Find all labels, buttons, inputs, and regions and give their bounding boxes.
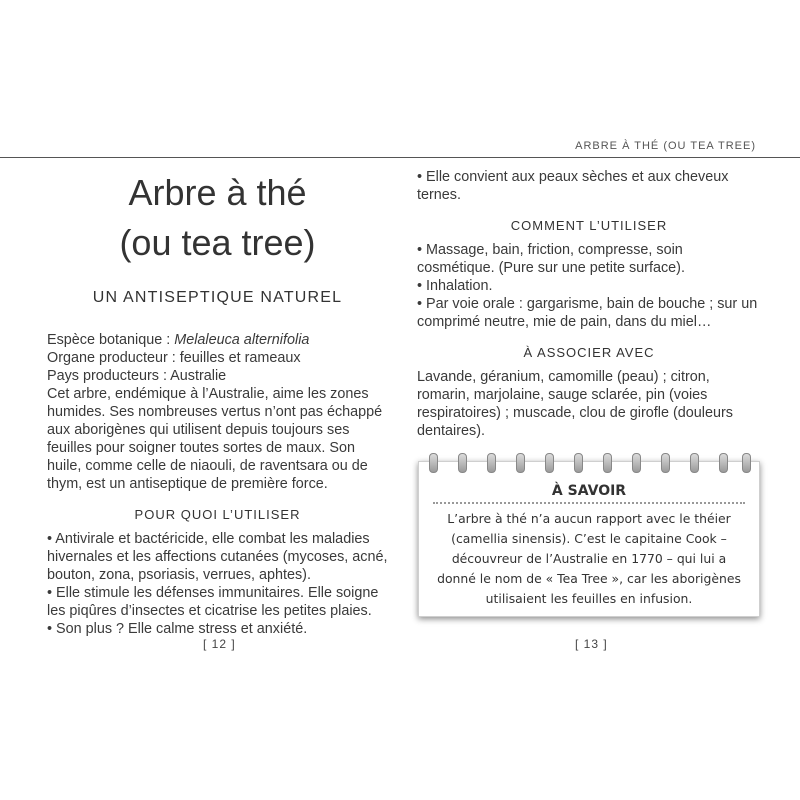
spiral-ring [458, 453, 467, 473]
page-number-left: [ 12 ] [203, 637, 236, 651]
list-item: • Son plus ? Elle calme stress et anxiété. [47, 621, 308, 637]
page-number-right: [ 13 ] [575, 637, 608, 651]
list-item: • Par voie orale : gargarisme, bain de bouche ; sur un comprimé neutre, mie de pain, dans du miel… [417, 296, 758, 330]
spiral-ring [516, 453, 525, 473]
spiral-ring [690, 453, 699, 473]
species-line [47, 331, 388, 349]
title-line-2: (ou tea tree) [119, 222, 316, 263]
note-title: À SAVOIR [551, 483, 627, 499]
running-header: ARBRE À THÉ (OU TEA TREE) [575, 140, 756, 152]
countries-line: Pays producteurs : Australie [47, 368, 227, 384]
spiral-ring [719, 453, 728, 473]
title-line-1: Arbre à thé [128, 172, 307, 213]
list-item: • Inhalation. [417, 278, 493, 294]
dotted-divider [433, 502, 745, 504]
spiral-ring [574, 453, 583, 473]
note-card [418, 461, 760, 617]
uses-list [47, 530, 388, 638]
species-label: Espèce botanique : [47, 332, 175, 348]
how-list [417, 241, 761, 331]
section-heading-associate: À ASSOCIER AVEC [523, 345, 655, 360]
spiral-ring [545, 453, 554, 473]
list-item: • Elle stimule les défenses immunitaires. Elle soigne les piqûres d’insectes et cicatrise les petites plaies. [47, 585, 379, 619]
spiral-binding [429, 453, 749, 473]
associate-paragraph: Lavande, géranium, camomille (peau) ; citron, romarin, marjolaine, sauge sclarée, pin (voies respiratoires) ; muscade, clou de girofle (douleurs dentaires). [417, 369, 733, 439]
header-rule [0, 157, 800, 158]
section-heading-uses: POUR QUOI L’UTILISER [134, 507, 301, 522]
spiral-ring [429, 453, 438, 473]
list-item: • Massage, bain, friction, compresse, soin cosmétique. (Pure sur une petite surface). [417, 242, 685, 276]
spiral-ring [603, 453, 612, 473]
left-page [47, 168, 388, 638]
spiral-ring [487, 453, 496, 473]
note-text: L’arbre à thé n’a aucun rapport avec le théier (camellia sinensis). C’est le capitaine Cook – découvreur de l’Australie en 1770 – qui lui a donné le nom de « Tea Tree », car les aborigènes utilisaient les feuilles en infusion. [437, 511, 741, 606]
organ-line: Organe producteur : feuilles et rameaux [47, 350, 301, 366]
section-heading-how: COMMENT L’UTILISER [510, 218, 668, 233]
spiral-ring [661, 453, 670, 473]
spiral-ring [632, 453, 641, 473]
right-page [417, 168, 761, 440]
spiral-ring [742, 453, 751, 473]
list-item: • Antivirale et bactéricide, elle combat les maladies hivernales et les affections cutanées (mycoses, acné, bouton, zona, psoriasis, verrues, aphtes). [47, 531, 388, 583]
description-paragraph: Cet arbre, endémique à l’Australie, aime les zones humides. Ses nombreuses vertus n’ont pas échappé aux aborigènes qui utilisent depuis toujours ses feuilles pour soigner toutes sortes de maux. Son huile, comme celle de niaouli, de raventsara ou de thym, est un antiseptique de première force. [47, 386, 383, 492]
page-subtitle: UN ANTISEPTIQUE NATUREL [92, 289, 343, 306]
species-value: Melaleuca alternifolia [174, 332, 310, 348]
continuation-item: • Elle convient aux peaux sèches et aux cheveux ternes. [417, 169, 729, 203]
page-title [47, 168, 388, 268]
